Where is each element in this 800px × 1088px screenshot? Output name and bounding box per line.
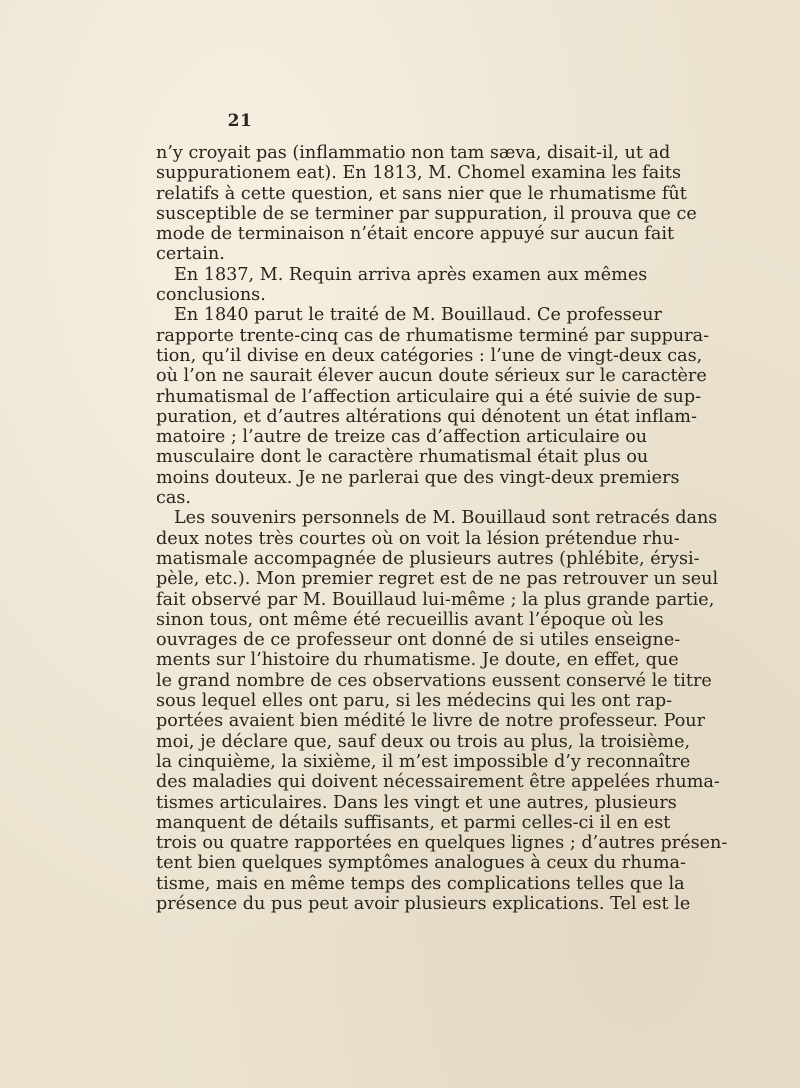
text-line: tismes articulaires. Dans les vingt et une autres, plusieurs	[156, 792, 677, 813]
text-line: des maladies qui doivent nécessairement être appelées rhuma-	[156, 772, 720, 793]
text-line: moi, je déclare que, sauf deux ou trois au plus, la troisième,	[156, 731, 691, 752]
text-line: manquent de détails suffisants, et parmi celles-ci il en est	[156, 812, 671, 833]
page-number: 21	[227, 111, 253, 131]
text-line: le grand nombre de ces observations eussent conservé le titre	[156, 670, 712, 691]
text-line: ments sur l’histoire du rhumatisme. Je doute, en effet, que	[156, 650, 679, 671]
text-line: matoire ; l’autre de treize cas d’affection articulaire ou	[156, 427, 648, 448]
text-line: suppurationem eat). En 1813, M. Chomel examina les faits	[156, 163, 682, 184]
text-line: cas.	[156, 488, 191, 509]
text-line: En 1837, M. Requin arriva après examen aux mêmes	[174, 264, 648, 285]
text-line: tent bien quelques symptômes analogues à ceux du rhuma-	[156, 853, 686, 874]
text-line: trois ou quatre rapportées en quelques lignes ; d’autres présen-	[156, 833, 728, 854]
body-text	[156, 143, 728, 914]
text-line: n’y croyait pas (inflammatio non tam sæva, disait-il, ut ad	[156, 143, 671, 163]
text-line: rapporte trente-cinq cas de rhumatisme terminé par suppura-	[156, 325, 710, 346]
text-line: fait observé par M. Bouillaud lui-même ; la plus grande partie,	[156, 589, 715, 610]
text-line: tisme, mais en même temps des complications telles que la	[156, 873, 685, 894]
text-line: portées avaient bien médité le livre de notre professeur. Pour	[156, 711, 706, 732]
text-line: moins douteux. Je ne parlerai que des vingt-deux premiers	[156, 467, 680, 488]
text-line: puration, et d’autres altérations qui dénotent un état inflam-	[156, 406, 697, 427]
text-line: matismale accompagnée de plusieurs autres (phlébite, érysi-	[156, 548, 700, 569]
text-line: deux notes très courtes où on voit la lésion prétendue rhu-	[156, 528, 680, 549]
text-line: relatifs à cette question, et sans nier que le rhumatisme fût	[156, 183, 687, 204]
text-line: la cinquième, la sixième, il m’est impossible d’y reconnaître	[156, 751, 691, 772]
text-line: où l’on ne saurait élever aucun doute sérieux sur le caractère	[156, 366, 707, 387]
text-line: rhumatismal de l’affection articulaire qui a été suivie de sup-	[156, 386, 702, 407]
text-line: Les souvenirs personnels de M. Bouillaud sont retracés dans	[174, 508, 718, 529]
text-line: sinon tous, ont même été recueillis avant l’époque où les	[156, 609, 664, 630]
text-line: sous lequel elles ont paru, si les médecins qui les ont rap-	[156, 691, 673, 712]
text-line: En 1840 parut le traité de M. Bouillaud. Ce professeur	[174, 305, 662, 326]
text-line: susceptible de se terminer par suppuration, il prouva que ce	[156, 203, 697, 224]
text-line: ouvrages de ce professeur ont donné de si utiles enseigne-	[156, 630, 681, 651]
text-line: conclusions.	[156, 285, 266, 306]
text-line: pèle, etc.). Mon premier regret est de ne pas retrouver un seul	[156, 569, 719, 590]
text-line: certain.	[156, 244, 225, 265]
text-line: tion, qu’il divise en deux catégories : l’une de vingt-deux cas,	[156, 345, 703, 366]
text-line: mode de terminaison n’était encore appuyé sur aucun fait	[156, 224, 675, 245]
text-line: musculaire dont le caractère rhumatismal était plus ou	[156, 447, 649, 468]
text-line: présence du pus peut avoir plusieurs explications. Tel est le	[156, 893, 691, 914]
